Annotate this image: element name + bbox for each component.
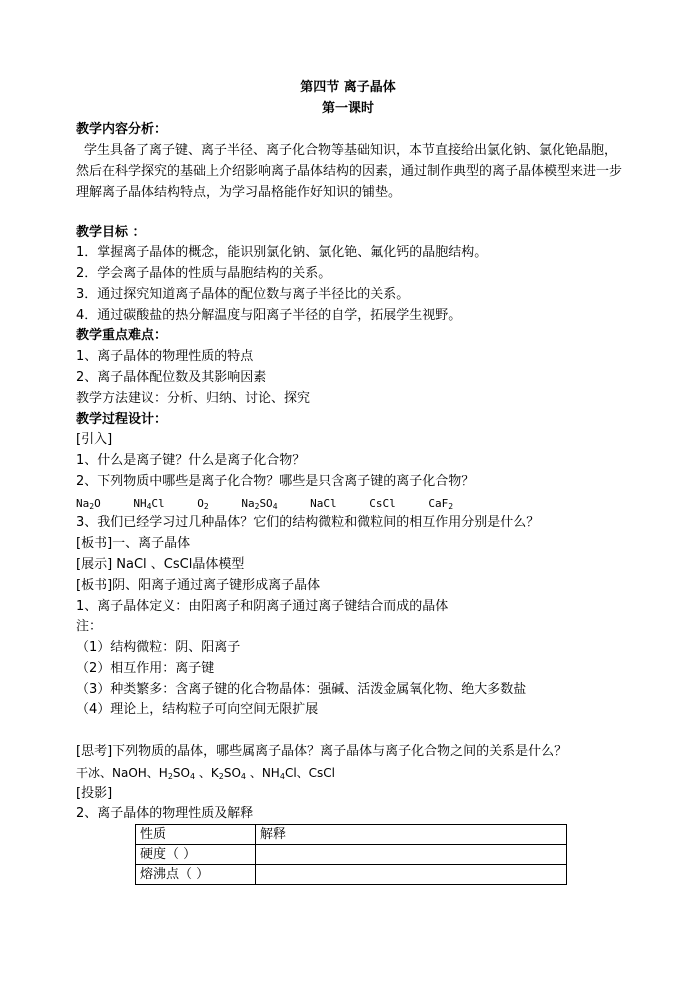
objectives-heading: 教学目标 ：: [76, 225, 146, 240]
formula-list: [76, 494, 479, 514]
objective-item: 4．通过碳酸盐的热分解温度与阳离子半径的自学，拓展学生视野。: [76, 308, 462, 323]
table-cell: [256, 845, 567, 865]
objective-item: 1．掌握离子晶体的概念，能识别氯化钠、氯化铯、氟化钙的晶胞结构。: [76, 245, 488, 260]
table-row: [136, 865, 567, 885]
page-subtitle: 第一课时: [321, 101, 374, 116]
table-header-cell: 性质: [136, 825, 256, 845]
formula-o2: $O_2$: [197, 497, 209, 511]
content-analysis-text: 学生具备了离子键、离子半径、离子化合物等基础知识，本节直接给出氯化钠、氯化铯晶胞，然后在科学探究的基础上介绍影响离子晶体结构的因素，通过制作典型的离子晶体模型来进一步理解离子晶体结构特点，为学习晶格能作好知识的铺垫。: [76, 143, 623, 200]
formula-nacl: NaCl: [310, 497, 337, 510]
show-note: [展示] NaCl 、CsCl晶体模型: [76, 557, 245, 572]
board-note-1: [板书]一、离子晶体: [76, 536, 191, 551]
properties-title: 2、离子晶体的物理性质及解释: [76, 806, 254, 821]
key-points-heading: 教学重点难点：: [76, 328, 168, 343]
key-point-item: 2、离子晶体配位数及其影响因素: [76, 370, 267, 385]
content-analysis-heading: 教学内容分析：: [76, 122, 168, 137]
think-list: 干冰、NaOH、$H_2SO_4$ 、$K_2SO_4$ 、$NH_4Cl$、CsCl: [76, 766, 335, 781]
formula-na2so4: $Na_2SO_4$: [241, 497, 278, 511]
note-item: （4）理论上，结构粒子可向空间无限扩展: [76, 702, 319, 717]
table-row: [136, 845, 567, 865]
think-question: [思考]下列物质的晶体，哪些属离子晶体？离子晶体与离子化合物之间的关系是什么？: [76, 744, 568, 759]
formula-na2o: $Na_2O$: [76, 497, 101, 511]
teaching-method: 教学方法建议：分析、归纳、讨论、探究: [76, 391, 311, 406]
projection-tag: [投影]: [76, 786, 113, 801]
note-item: （2）相互作用：离子键: [76, 661, 215, 676]
properties-table: [135, 824, 567, 885]
table-cell: 熔沸点（ ）: [136, 865, 256, 885]
question-2: 2、下列物质中哪些是离子化合物？哪些是只含离子键的离子化合物？: [76, 474, 475, 489]
note-label: 注：: [76, 619, 103, 634]
formula-nh4cl: $NH_4Cl$: [133, 497, 165, 511]
intro-tag: [引入]: [76, 432, 113, 447]
question-1: 1、什么是离子键？什么是离子化合物？: [76, 453, 306, 468]
table-header-row: [136, 825, 567, 845]
table-header-cell: 解释: [256, 825, 567, 845]
objective-item: 3．通过探究知道离子晶体的配位数与离子半径比的关系。: [76, 287, 410, 302]
table-cell: [256, 865, 567, 885]
process-heading: 教学过程设计：: [76, 412, 168, 427]
board-note-2: [板书]阴、阳离子通过离子键形成离子晶体: [76, 578, 321, 593]
key-point-item: 1、离子晶体的物理性质的特点: [76, 349, 254, 364]
formula-caf2: CaF$_2$: [428, 497, 454, 511]
objective-item: 2．学会离子晶体的性质与晶胞结构的关系。: [76, 266, 332, 281]
question-3: 3、我们已经学习过几种晶体？它们的结构微粒和微粒间的相互作用分别是什么？: [76, 515, 540, 530]
table-cell: 硬度（ ）: [136, 845, 256, 865]
formula-cscl: CsCl: [369, 497, 396, 510]
page-title: 第四节 离子晶体: [300, 80, 396, 95]
definition: 1、离子晶体定义：由阳离子和阴离子通过离子键结合而成的晶体: [76, 599, 449, 614]
note-item: （3）种类繁多：含离子键的化合物晶体：强碱、活泼金属氧化物、绝大多数盐: [76, 682, 527, 697]
note-item: （1）结构微粒：阴、阳离子: [76, 640, 241, 655]
